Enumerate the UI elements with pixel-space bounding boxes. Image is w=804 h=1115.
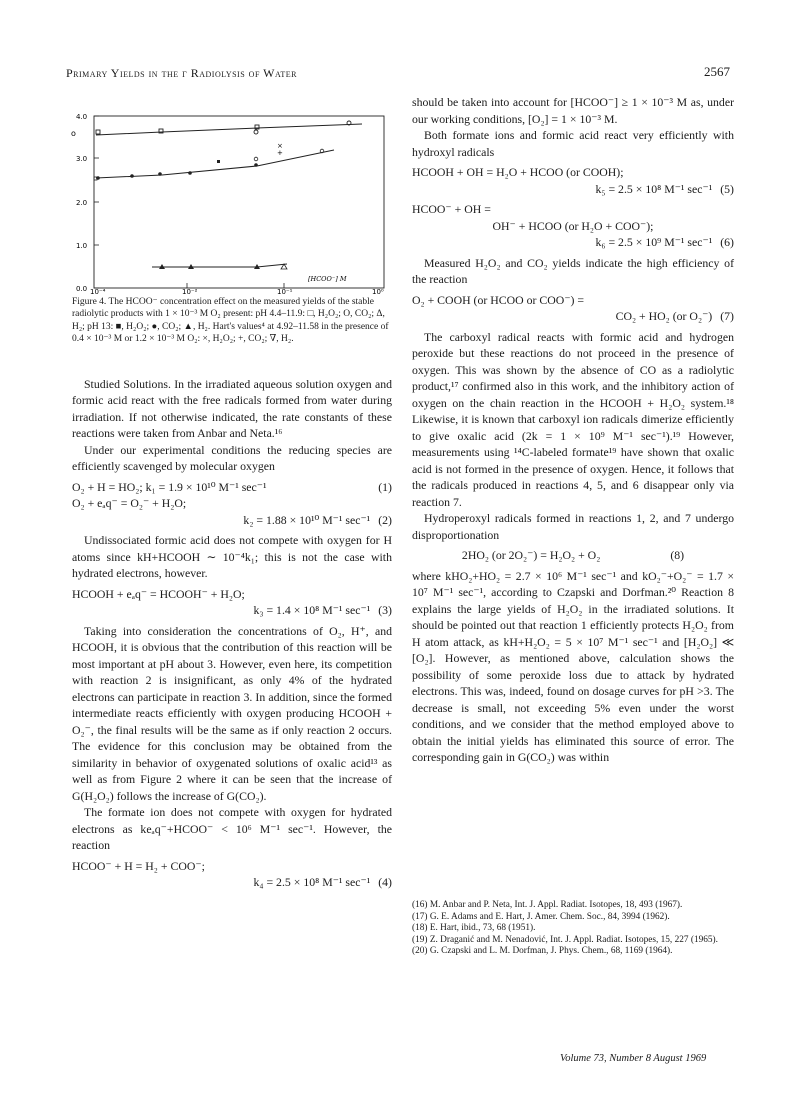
equation-text: HCOO⁻ + OH = xyxy=(412,202,491,216)
equation-text: O₂ + H = HO₂; k₁ = 1.9 × 10¹⁰ M⁻¹ sec⁻¹ xyxy=(72,479,267,494)
equation-6a xyxy=(412,201,734,218)
page-number: 2567 xyxy=(704,64,730,79)
equation-3b xyxy=(72,602,392,619)
equation-4a xyxy=(72,858,392,875)
equation-6c xyxy=(412,234,734,251)
y-tick: 2.0 xyxy=(76,199,88,207)
running-title: Primary Yields in the γ Radiolysis of Water xyxy=(66,66,297,80)
footnote: (17) G. E. Adams and E. Hart, J. Amer. Chem. Soc., 84, 3994 (1962). xyxy=(412,911,670,922)
equation-number: (8) xyxy=(670,548,685,562)
journal-footer: Volume 73, Number 8 August 1969 xyxy=(560,1053,707,1064)
left-column xyxy=(72,94,392,891)
equation-text: k₂ = 1.88 × 10¹⁰ M⁻¹ sec⁻¹ xyxy=(243,512,371,527)
equation-3a xyxy=(72,586,392,603)
y-tick: 1.0 xyxy=(76,242,88,250)
equation-6b xyxy=(412,218,734,235)
figure-caption: Figure 4. The HCOO⁻ concentration effect on the measured yields of the stable radiolytic products with 1 × 10⁻³ M O₂ present: pH 4.4–11.9: □, H₂O₂; O, CO₂; Δ, H₂; pH 13: ■, H₂O₂; ●, CO₂; ▲, H₂. Hart's values⁴ at 4.92–11.58 in the presence of 0.4 × 10⁻³ M or 1.2 × 10⁻³ M O₂: ×, H₂O₂; +, CO₂; ∇, H₂. xyxy=(72,297,389,345)
equation-2a xyxy=(72,495,392,512)
paragraph: The formate ion does not compete with oxygen for hydrated electrons as keₐq⁻+HCOO⁻ < 10⁶ M⁻¹ sec⁻¹. However, the reaction xyxy=(72,805,392,853)
equation-number: (4) xyxy=(378,875,392,890)
middle-curve xyxy=(96,150,334,178)
paragraph: Under our experimental conditions the reducing species are efficiently scavenged by molecular oxygen xyxy=(72,442,392,474)
equation-5a xyxy=(412,164,734,181)
footnote: (16) M. Anbar and P. Neta, Int. J. Appl. Radiat. Isotopes, 18, 493 (1967). xyxy=(412,900,683,910)
paragraph: Measured H₂O₂ and CO₂ yields indicate the high efficiency of the reaction xyxy=(412,255,734,286)
equation-number: (5) xyxy=(720,181,734,196)
paragraph: should be taken into account for [HCOO⁻] ≥ 1 × 10⁻³ M as, under our working conditions, [O₂] = 1 × 10⁻³ M. xyxy=(412,95,734,126)
paragraph: where kHO₂+HO₂ = 2.7 × 10⁶ M⁻¹ sec⁻¹ and kO₂⁻+O₂⁻ = 1.7 × 10⁷ M⁻¹ sec⁻¹, according to Czapski and Dorfman.²⁰ Reaction 8 explains the large yields of H₂O₂ in the irradiated solutions. It should be pointed out that reaction 1 efficiently protects H₂O₂ from H atom attack, as kH+H₂O₂ = 5 × 10⁷ M⁻¹ sec⁻¹ and [H₂O₂] ≪ [O₂]. However, as mentioned above, calculation shows the possibility of some peroxide loss due to attack by hydrated electrons. This was, indeed, found on dosage curves for pH >3. The decrease is small, not exceeding 5% even under the worst conditions, and we consider that the method employed above to obtain the initial yields has eliminated this source of error. The corresponding gain in G(CO₂) was within xyxy=(412,568,734,764)
equation-number: (2) xyxy=(378,512,392,527)
equation-text: HCOOH + eₐq⁻ = HCOOH⁻ + H₂O; xyxy=(72,586,245,601)
paragraph: The carboxyl radical reacts with formic acid and hydrogen peroxide but these reactions do not proceed in the presence of oxygen. This was shown by the absence of CO as a radiolytic product,¹⁷ confirmed also in this work, and the inhibitory action of oxygen on the chain reaction in the HCOOH + H₂O₂ system.¹⁸ Likewise, it is known that carboxyl ion radicals dimerize efficiently to give oxalic acid (2k = 1 × 10⁹ M⁻¹ sec⁻¹).¹⁹ However, measurements using ¹⁴C-labeled formate¹⁹ have shown that oxalic acid is not formed in the presence of oxygen. Hence, it follows that the radicals produced in reactions 4, 5, and 6 disappear only via reaction 7. xyxy=(412,329,734,509)
equation-number: (7) xyxy=(720,309,734,323)
equation-text: k₃ = 1.4 × 10⁸ M⁻¹ sec⁻¹ xyxy=(253,603,371,618)
right-column xyxy=(412,94,734,766)
equation-number: (1) xyxy=(378,479,392,494)
equation-text: O₂ + COOH (or HCOO or COO⁻) = xyxy=(412,292,585,307)
marker-plus: + xyxy=(277,149,283,157)
paragraph: Taking into consideration the concentrations of O₂, H⁺, and HCOOH, it is obvious that the contribution of this reaction will be most important at pH about 3. However, even here, its competition with reaction 2 is insignificant, as only 4% of the hydrated electrons can participate in reaction 3. In addition, since the formed intermediate reacts efficiently with oxygen producing HCOOH + O₂⁻, the final results will be the same as if only reaction 2 occurs. The evidence for this conclusion may be obtained from the similarity in behavior of oxygenated solutions of oxalic acid¹³ as well as from Figure 2 where it can be seen that the increase of G(H₂O₂) follows the increase of G(CO₂). xyxy=(72,623,392,803)
equation-text: k₅ = 2.5 × 10⁸ M⁻¹ sec⁻¹ xyxy=(595,181,713,196)
equation-text: HCOOH + OH = H₂O + HCOO (or COOH); xyxy=(412,165,624,179)
x-tick: 10⁻¹ xyxy=(277,288,293,296)
paragraph: Both formate ions and formic acid react very efficiently with hydroxyl radicals xyxy=(412,128,734,159)
equation-text: 2HO₂ (or 2O₂⁻) = H₂O₂ + O₂ xyxy=(461,548,601,562)
x-unit-label: [HCOO⁻] M xyxy=(308,275,347,283)
y-tick: 3.0 xyxy=(76,155,88,163)
footnote: (20) G. Czapski and L. M. Dorfman, J. Phys. Chem., 68, 1169 (1964). xyxy=(412,946,673,957)
paragraph: Studied Solutions. In the irradiated aqueous solution oxygen and formic acid react with the free radicals formed from water during irradiation. If not otherwise indicated, the rate constants of these reactions were taken from Anbar and Neta.¹⁶ xyxy=(72,376,392,441)
equation-text: CO₂ + HO₂ (or O₂⁻) xyxy=(615,309,713,323)
y-tick: 4.0 xyxy=(76,113,88,121)
figure-4 xyxy=(71,94,392,296)
x-tick: 10⁰ xyxy=(372,288,384,296)
equation-number: (3) xyxy=(378,603,392,618)
paragraph: Undissociated formic acid does not compete with oxygen for H atoms since kH+HCOOH ∼ 10⁻⁴k₁; this is not the case with hydrated electrons, however. xyxy=(72,533,392,581)
equation-text: OH⁻ + HCOO (or H₂O + COO⁻); xyxy=(492,218,654,233)
equation-4b xyxy=(72,874,392,891)
equation-8 xyxy=(412,547,734,564)
footnotes xyxy=(412,900,734,958)
figure-plot xyxy=(71,94,392,296)
equation-number: (6) xyxy=(720,235,734,249)
equation-text: k₄ = 2.5 × 10⁸ M⁻¹ sec⁻¹ xyxy=(253,875,371,890)
x-tick: 10⁻² xyxy=(182,288,198,296)
lower-curve xyxy=(152,264,287,267)
equation-text: O₂ + eₐq⁻ = O₂⁻ + H₂O; xyxy=(72,496,187,511)
footnote: (18) E. Hart, ibid., 73, 68 (1951). xyxy=(412,923,536,934)
x-tick: 10⁻⁴ xyxy=(90,288,106,296)
footnote: (19) Z. Draganić and M. Nenadović, Int. J. Appl. Radiat. Isotopes, 15, 227 (1965). xyxy=(412,934,718,945)
paragraph: Hydroperoxyl radicals formed in reactions 1, 2, and 7 undergo disproportionation xyxy=(412,511,734,542)
upper-curve xyxy=(96,124,362,135)
equation-5b xyxy=(412,181,734,198)
equation-7b xyxy=(412,308,734,325)
marker-x: × xyxy=(277,142,283,150)
marker-label: o xyxy=(71,129,76,138)
equation-7a xyxy=(412,292,734,309)
equation-1 xyxy=(72,479,392,496)
equation-text: HCOO⁻ + H = H₂ + COO⁻; xyxy=(72,858,205,873)
equation-2b xyxy=(72,512,392,529)
equation-text: k₆ = 2.5 × 10⁹ M⁻¹ sec⁻¹ xyxy=(595,235,713,249)
y-tick: 0.0 xyxy=(76,285,88,293)
